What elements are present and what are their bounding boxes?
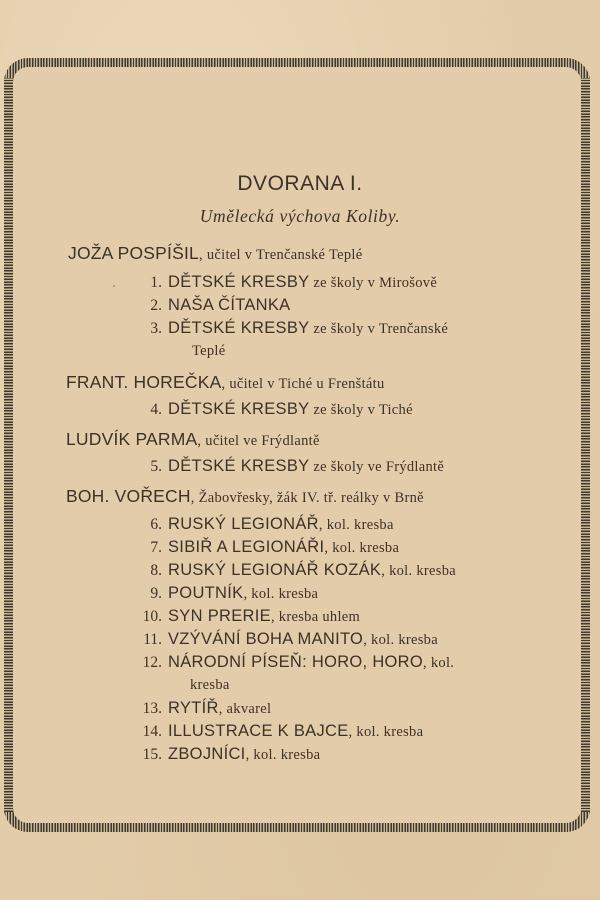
exhibit-item [134, 457, 444, 476]
item-title: ZBOJNÍCI [168, 745, 246, 763]
exhibit-item [134, 584, 318, 603]
item-number: 1. [150, 274, 162, 291]
item-title: DĚTSKÉ KRESBY [168, 457, 310, 475]
item-description: ze školy v Tiché [309, 402, 413, 418]
exhibit-item [134, 699, 271, 718]
item-title: NAŠA ČÍTANKA [168, 296, 291, 314]
item-continuation: kresba [190, 677, 230, 693]
item-description: , kol. kresba [348, 724, 424, 740]
author-line [66, 486, 424, 507]
item-description: , kol. kresba [381, 563, 456, 579]
item-title: DĚTSKÉ KRESBY [168, 319, 310, 337]
item-description: , kol. [423, 655, 455, 671]
item-number: 14. [142, 723, 162, 740]
author-line [66, 429, 320, 450]
item-title: RUSKÝ LEGIONÁŘ KOZÁK [168, 561, 382, 579]
item-title: SIBIŘ A LEGIONÁŘI [168, 538, 325, 556]
exhibit-item [134, 745, 320, 764]
item-number: 2. [150, 297, 162, 314]
author-line [66, 372, 385, 393]
author-line [68, 243, 362, 264]
item-number: 4. [150, 401, 162, 418]
item-number: 9. [150, 585, 162, 602]
item-title: RUSKÝ LEGIONÁŘ [168, 515, 319, 533]
exhibit-item [134, 561, 456, 580]
author-name: BOH. VOŘECH [66, 486, 191, 506]
item-title: SYN PRERIE [168, 607, 271, 625]
author-name: LUDVÍK PARMA [66, 429, 198, 449]
item-number: 6. [150, 516, 162, 533]
item-title: RYTÍŘ [168, 699, 219, 717]
item-number: 10. [142, 608, 162, 625]
author-name: FRANT. HOREČKA [66, 372, 222, 392]
exhibit-item [134, 538, 399, 557]
page-title-text: DVORANA I. [237, 172, 363, 195]
author-name: JOŽA POSPÍŠIL [68, 243, 199, 263]
item-number: 15. [142, 746, 162, 763]
exhibit-item [134, 630, 438, 649]
item-description: ze školy v Trenčanské [309, 321, 449, 337]
item-number: 3. [150, 320, 162, 337]
item-title: DĚTSKÉ KRESBY [168, 400, 310, 418]
item-description: , akvarel [218, 701, 272, 717]
item-number: 5. [150, 458, 162, 475]
page-subtitle: Umělecká výchova Koliby. [199, 206, 401, 226]
item-description: , kresba uhlem [270, 609, 361, 625]
item-title: DĚTSKÉ KRESBY [168, 273, 310, 291]
item-description: , kol. kresba [324, 540, 400, 556]
exhibit-item [134, 273, 437, 292]
item-number: 13. [142, 700, 162, 717]
item-number: 11. [143, 631, 162, 648]
item-title: POUTNÍK [168, 584, 244, 602]
exhibit-item [134, 319, 448, 338]
author-description: , učitel v Tiché u Frenštátu [221, 376, 385, 392]
item-continuation: Teplé [192, 343, 226, 359]
item-description: , kol. kresba [318, 517, 394, 533]
page-title [0, 172, 600, 196]
exhibit-item [134, 515, 394, 534]
item-number: 7. [150, 539, 162, 556]
author-description: , učitel v Trenčanské Teplé [198, 247, 363, 263]
author-description: , učitel ve Frýdlantě [197, 433, 320, 449]
item-number: 8. [150, 562, 162, 579]
exhibit-item [134, 400, 413, 419]
exhibit-item [134, 653, 454, 672]
exhibit-item [134, 722, 423, 741]
item-description: , kol. kresba [363, 632, 438, 648]
item-number: 12. [142, 654, 162, 671]
item-description: ze školy ve Frýdlantě [309, 459, 445, 475]
item-title: VZÝVÁNÍ BOHA MANITO [168, 630, 364, 648]
author-description: , Žabovřesky, žák IV. tř. reálky v Brně [190, 490, 424, 506]
item-title: NÁRODNÍ PÍSEŇ: HORO, HORO [168, 653, 424, 671]
item-description: , kol. kresba [243, 586, 319, 602]
item-title: ILLUSTRACE K BAJCE [168, 722, 349, 740]
exhibit-item [134, 296, 291, 315]
item-description: , kol. kresba [245, 747, 321, 763]
item-description: ze školy v Mirošově [309, 275, 438, 291]
exhibit-item [134, 607, 360, 626]
